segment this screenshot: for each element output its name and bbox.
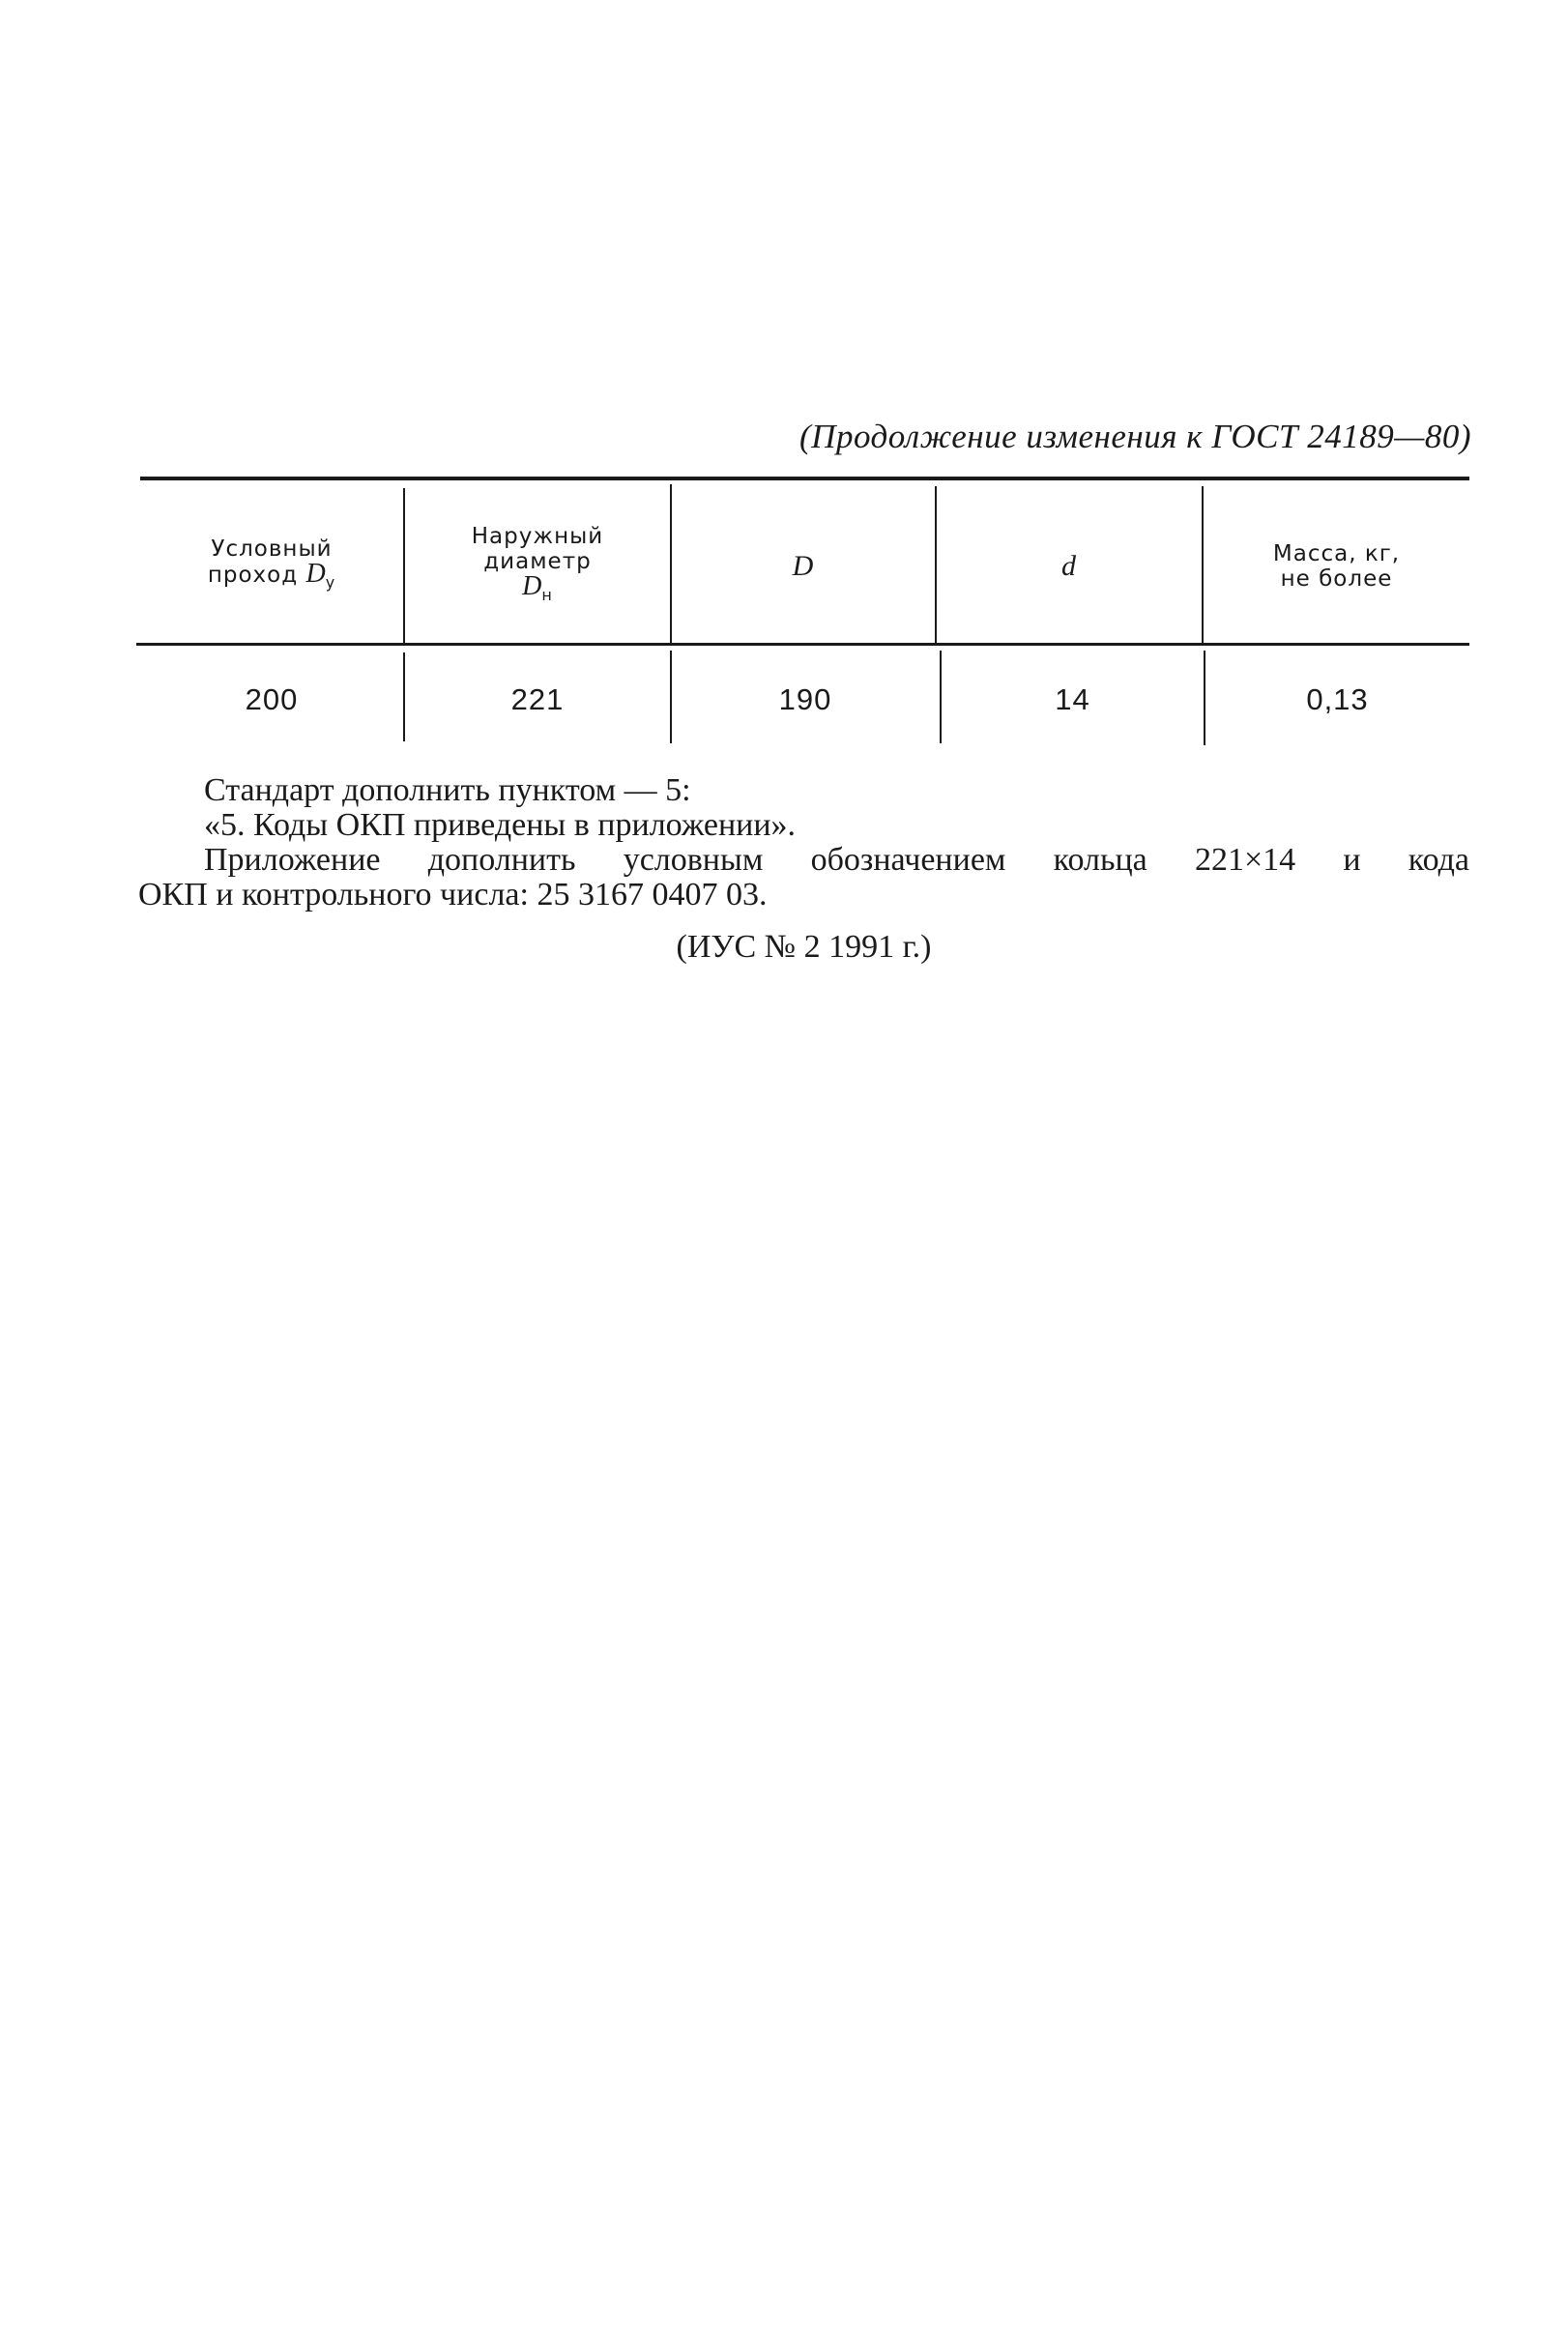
header-outer-diameter-symbol: $D_н$: [522, 571, 553, 604]
header-outer-diameter-line2: диаметр: [483, 549, 592, 574]
continuation-header: (Продолжение изменения к ГОСТ 24189—80): [799, 418, 1471, 455]
header-nominal-bore-line2: проход $D_у$: [207, 559, 336, 592]
paragraph-okp-codes: «5. Коды ОКП приведены в приложении».: [204, 807, 797, 843]
source-reference: (ИУС № 2 1991 г.): [676, 929, 932, 965]
paragraph-standard: Стандарт дополнить пунктом — 5:: [204, 772, 691, 808]
header-outer-diameter-line1: Наружный: [471, 524, 604, 549]
table-cell: 14: [1055, 681, 1090, 716]
table-cell: 190: [778, 681, 832, 716]
header-mass-line2: не более: [1280, 565, 1393, 592]
header-mass: [1204, 496, 1469, 636]
header-outer-diameter: [405, 496, 670, 636]
amendment-text: [138, 773, 1469, 965]
table-header-rule: [136, 643, 1469, 646]
header-d-small: d: [1061, 549, 1077, 582]
paragraph-appendix-continued: ОКП и контрольного числа: 25 3167 0407 03.: [138, 877, 768, 912]
header-mass-line1: Масса, кг,: [1272, 540, 1401, 566]
header-d-large: D: [792, 549, 815, 582]
header-nominal-bore: [140, 496, 403, 636]
table-cell: 200: [245, 681, 299, 716]
table-cell: 0,13: [1306, 681, 1369, 716]
table-top-rule: [140, 477, 1469, 480]
header-nominal-bore-line1: Условный: [211, 536, 333, 562]
paragraph-appendix: Приложение дополнить условным обозначением кольца 221×14 и кода: [204, 842, 1469, 878]
table-cell: 221: [510, 681, 565, 716]
